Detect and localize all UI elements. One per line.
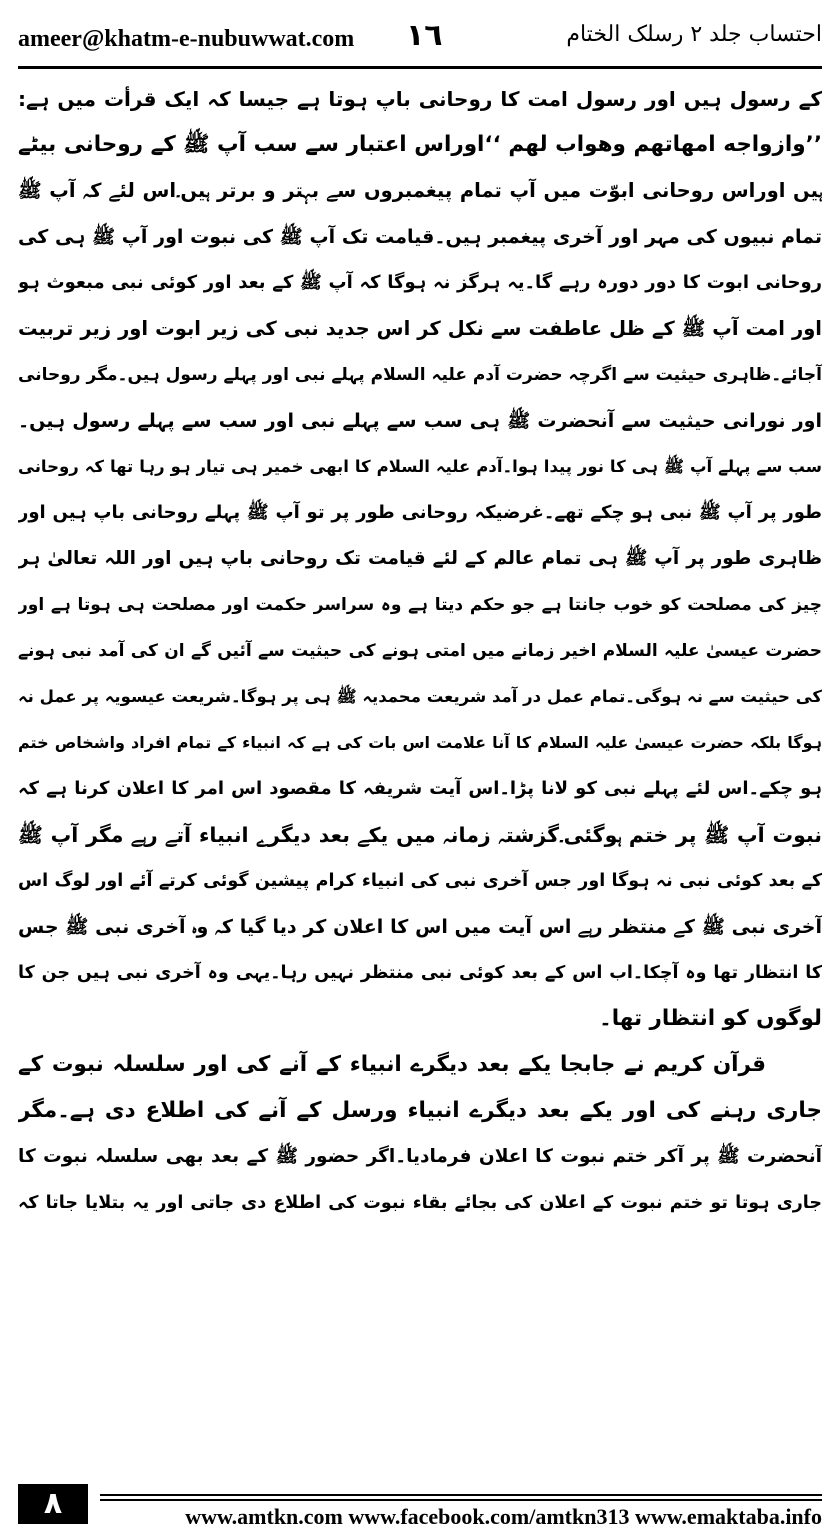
text-line: آخری نبی ﷺ کے منتظر رہے اس آیت میں اس کا اعلان کر دیا گیا کہ وہ آخری نبی ﷺ جس (18, 916, 822, 938)
text-line: کا انتظار تھا وہ آچکا۔اب اس کے بعد کوئی نبی منتظر نہیں رہا۔یہی وہ آخری نبی ہیں جن کا (18, 963, 822, 983)
footer-divider (100, 1499, 822, 1501)
text-line: آنحضرت ﷺ پر آکر ختم نبوت کا اعلان فرمادیا۔اگر حضور ﷺ کے بعد بھی سلسلہ نبوت کا (18, 1146, 822, 1167)
text-line: ’’وازواجه امهاتهم وهواب لهم ‘‘اوراس اعتبار سے سب آپ ﷺ کے روحانی بیٹے (18, 132, 822, 157)
text-line: روحانی ابوت کا دور دورہ رہے گا۔یہ ہرگز نہ ہوگا کہ آپ ﷺ کے بعد اور کوئی نبی مبعوث ہو (18, 272, 822, 293)
page-header (18, 20, 822, 60)
text-line: حضرت عیسیٰ علیہ السلام اخیر زمانے میں امتی ہونے کی حیثیت سے آئیں گے ان کی آمد نبی ہونے (18, 641, 822, 661)
header-divider (18, 66, 822, 69)
page-body (18, 76, 822, 1456)
text-line: ہوگا بلکہ حضرت عیسیٰ علیہ السلام کا آنا علامت اس بات کی ہے کہ انبیاء کے تمام افراد واشخاص ختم (18, 733, 822, 752)
footer-divider (100, 1494, 822, 1496)
text-line: اور امت آپ ﷺ کے ظل عاطفت سے نکل کر اس جدید نبی کی زیر ابوت اور زیر تربیت (18, 317, 822, 340)
text-line: قرآن کریم نے جابجا یکے بعد دیگرے انبیاء کے آنے کی اور سلسلہ نبوت کے (18, 1052, 766, 1077)
text-line: کے بعد کوئی نبی نہ ہوگا اور جس آخری نبی کی انبیاء کرام پیشین گوئی کرتے آئے اور لوگ اس (18, 871, 822, 891)
text-line: کے رسول ہیں اور رسول امت کا روحانی باپ ہوتا ہے جیسا کہ ایک قرأت میں ہے: (18, 87, 822, 111)
text-line: آجائے۔ظاہری حیثیت سے اگرچہ حضرت آدم علیہ السلام پہلے نبی اور پہلے رسول ہیں۔مگر روحانی (18, 365, 822, 385)
text-line: جاری ہوتا تو ختم نبوت کے اعلان کی بجائے بقاء نبوت کی اطلاع دی جاتی اور یہ بتلایا جاتا کہ (18, 1193, 822, 1213)
footer-links: www.amtkn.com www.facebook.com/amtkn313 www.emaktaba.info (185, 1504, 822, 1529)
text-line: نبوت آپ ﷺ پر ختم ہوگئی۔گزشتہ زمانہ میں یکے بعد دیگرے انبیاء آتے رہے مگر آپ ﷺ (18, 823, 822, 847)
header-email: ameer@khatm-e-nubuwwat.com (18, 26, 355, 52)
page-footer (0, 1484, 840, 1540)
text-line: کی حیثیت سے نہ ہوگی۔تمام عمل در آمد شریعت محمدیہ ﷺ ہی پر ہوگا۔شریعت عیسویہ پر عمل نہ (18, 687, 822, 706)
text-line: تمام نبیوں کی مہر اور آخری پیغمبر ہیں۔قیامت تک آپ ﷺ کی نبوت اور آپ ﷺ ہی کی (18, 226, 822, 248)
text-line: ہو چکے۔اس لئے پہلے نبی کو لانا پڑا۔اس آیت شریفہ کا مقصود اس امر کا اعلان کرنا ہے کہ (18, 778, 822, 799)
text-line: طور پر آپ ﷺ نبی ہو چکے تھے۔غرضیکہ روحانی طور پر تو آپ ﷺ پہلے روحانی باپ ہیں اور (18, 502, 822, 523)
text-line: چیز کی مصلحت کو خوب جانتا ہے جو حکم دیتا ہے وہ سراسر حکمت اور مصلحت ہی ہوتا ہے اور (18, 595, 822, 615)
text-line: ظاہری طور پر آپ ﷺ ہی تمام عالم کے لئے قیامت تک روحانی باپ ہیں اور اللہ تعالیٰ ہر (18, 548, 822, 569)
text-line: لوگوں کو انتظار تھا۔ (599, 1006, 822, 1031)
text-line: اور نورانی حیثیت سے آنحضرت ﷺ ہی سب سے پہلے نبی اور سب سے پہلے رسول ہیں۔ (18, 410, 822, 432)
header-book-title: احتساب جلد ۲ رسلک الختام (566, 22, 822, 47)
text-line: ہیں اوراس روحانی ابوّت میں آپ تمام پیغمبروں سے بہتر و برتر ہیں۔اس لئے کہ آپ ﷺ (18, 179, 822, 202)
footer-page-number: ٨ (18, 1484, 88, 1524)
text-line: جاری رہنے کی اور یکے بعد دیگرے انبیاء ورسل کے آنے کی اطلاع دی ہے۔مگر (18, 1098, 822, 1123)
header-page-number: ١٦ (406, 18, 443, 53)
text-line: سب سے پہلے آپ ﷺ ہی کا نور پیدا ہوا۔آدم علیہ السلام کا ابھی خمیر ہی تیار ہو رہا تھا کہ روحانی (18, 457, 822, 476)
